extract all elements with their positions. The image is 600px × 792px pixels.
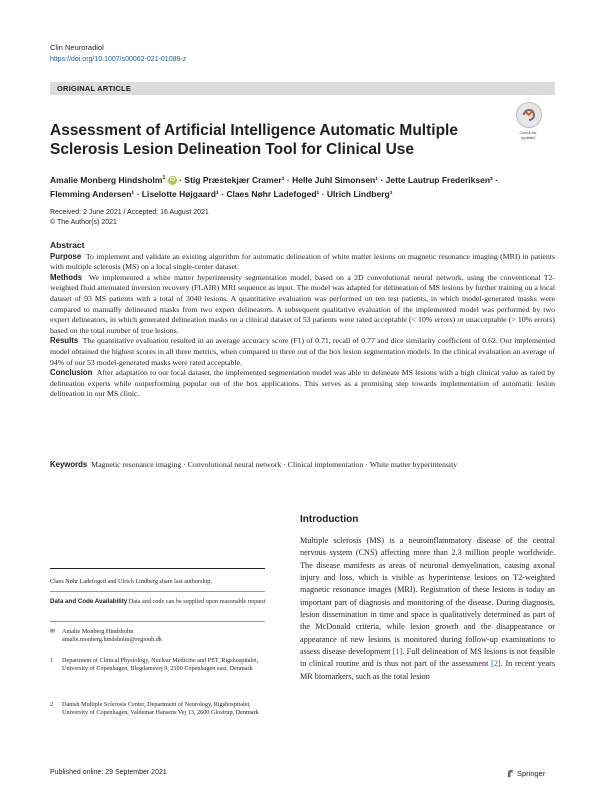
corresponding-email[interactable]: amalie.monberg.hindsholm@regionh.dk xyxy=(62,636,162,643)
article-title: Assessment of Artificial Intelligence Automatic Multiple Sclerosis Lesion Delineation Tool for Clinical Use xyxy=(50,122,458,158)
copyright: © The Author(s) 2021 xyxy=(50,218,117,226)
methods-text: We implemented a white matter hyperintensity segmentation model, based on a 2D convolutional neural network, using the conventional T2-weighted fluid attenuated inversion recovery (FLAIR) MRI sequence as input. The model was adapted for delineation of MS lesions by further training on a local dataset of 93 MS patients with a total of 3040 lesions. A quantitative evaluation was performed on ten test patients, in which model-generated masks were compared to manually delineated masks from two expert delineators. A subsequent qualitative evaluation of the implemented model was performed by two expert delineators, in which generated delineation masks on a clinical dataset of 53 patients were rated acceptable (< 10% errors) or unacceptable (> 10% errors) based on the total number of true lesions. xyxy=(50,272,555,335)
doi-link[interactable]: https://doi.org/10.1007/s00062-021-01089-z xyxy=(50,56,187,63)
purpose-label: Purpose xyxy=(50,251,82,261)
data-availability-label: Data and Code Availability xyxy=(50,598,128,605)
article-type-bar xyxy=(50,82,555,95)
author-first: Amalie Monberg Hindsholm xyxy=(50,174,163,185)
keywords xyxy=(50,460,555,471)
methods-label: Methods xyxy=(50,272,83,282)
author-list-line1: · Stig Præstekjær Cramer¹ · Helle Juhl Simonsen¹ · Jette Lautrup Frederiksen² · xyxy=(179,174,499,185)
springer-horse-icon xyxy=(506,769,515,778)
introduction-text xyxy=(300,535,555,683)
abstract xyxy=(50,240,555,400)
author-list-line2: Flemming Andersen¹ · Liselotte Højgaard¹ · Claes Nøhr Ladefoged¹ · Ulrich Lindberg¹ xyxy=(50,188,393,199)
check-updates-icon xyxy=(516,102,542,128)
published-online: Published online: 29 September 2021 xyxy=(50,769,167,776)
envelope-icon: ✉ xyxy=(50,628,56,635)
data-availability-text: Data and code can be supplied upon reasonable request xyxy=(128,598,266,605)
article-dates xyxy=(50,208,209,227)
introduction-heading: Introduction xyxy=(300,514,359,525)
affiliation-1-mark: 1 xyxy=(50,657,54,664)
affiliation-2-text: Danish Multiple Sclerosis Center, Department of Neurology, Rigshospitalet, University of Copenhagen, Valdemar Hansens Vej 13, 2600 Glostrup, Denmark xyxy=(62,701,259,716)
data-availability xyxy=(50,598,270,606)
springer-logo xyxy=(506,768,558,780)
affiliation-2-mark: 2 xyxy=(50,701,54,708)
footnote-divider xyxy=(50,621,265,622)
journal-name: Clin Neuroradiol xyxy=(50,43,104,52)
author-list: Amalie Monberg Hindsholm$^1$ iD · Stig Præstekjær Cramer¹ · Helle Juhl Simonsen¹ · Jette Lautrup Frederiksen² · Flemming Andersen¹ · Liselotte Højgaard¹ · Claes Nøhr Ladefoged¹ · Ulrich Lindberg¹ xyxy=(50,174,499,199)
received-accepted: Received: 2 June 2021 / Accepted: 16 August 2021 xyxy=(50,209,209,216)
corresponding-name: Amalie Monberg Hindsholm xyxy=(62,628,134,635)
abstract-heading: Abstract xyxy=(50,240,85,250)
citation-2[interactable]: [2] xyxy=(491,659,501,669)
abstract-purpose xyxy=(50,252,555,273)
springer-wordmark: Springer xyxy=(517,769,546,778)
intro-part-a: Multiple sclerosis (MS) is a neuroinflammatory disease of the central nervous system (CNS) affecting more than 2.3 million people worldwide. The disease manifests as areas of neuronal demyelination, causing axonal injury and loss, which is visible as hyperintense lesions on T2-weighted magnetic resonance images (MRI). Registration of these lesions is today an important part of diagnosis and monitoring of the disease. During diagnosis, lesion dissemination in time and space is qualitatively determined as part of the McDonald criteria, while lesion growth and the disappearance or appearance of new lesions is monitored during follow-up examinations to assess disease development xyxy=(300,536,555,657)
keywords-label: Keywords xyxy=(50,460,88,469)
abstract-results xyxy=(50,336,555,368)
keywords-text: Magnetic resonance imaging · Convolutional neural network · Clinical implementation · White matter hyperintensity xyxy=(91,460,458,469)
conclusion-label: Conclusion xyxy=(50,368,93,378)
purpose-text: To implement and validate an existing algorithm for automatic delineation of white matter lesions on magnetic resonance imaging (MRI) in patients with multiple sclerosis (MS) on a local single-center dataset. xyxy=(50,251,555,272)
article-type-label: ORIGINAL ARTICLE xyxy=(57,84,132,93)
affiliation-1-text: Department of Clinical Physiology, Nuclear Medicine and PET, Rigshospitalet, University of Copenhagen, Blegdamsvej 9, 2100 Copenhagen east, Denmark xyxy=(62,657,259,672)
orcid-icon[interactable]: iD xyxy=(169,177,176,184)
conclusion-text: After adaptation to our local dataset, the implemented segmentation model was able to delineate MS lesions with a high clinical value as rated by delineation experts while outperforming popular out of the box applications. This serves as a promising step towards implementation of automatic lesion delineation in our MS clinic. xyxy=(50,368,555,399)
check-for-updates-badge[interactable] xyxy=(513,102,543,146)
check-updates-label: Check for updates xyxy=(519,130,537,140)
footnote-divider xyxy=(50,568,265,569)
intro-part-c: . In recent years MR biomarkers, such as the total lesion xyxy=(300,659,556,681)
intro-part-b: . Full delineation of MS lesions is not feasible in clinical routine and is thus not part of the assessment xyxy=(300,647,555,669)
footnote-divider xyxy=(50,591,265,592)
results-text: The quantitative evaluation resulted in an average accuracy score (F1) of 0.71, recall of 0.77 and dice similarity coefficient of 0.62. Our implemented model obtained the highest scores in all three metrics, when compared to three out of the box lesion segmentation models. In the clinical evaluation an average of 94% of our 53 model-generated masks were rated acceptable. xyxy=(50,336,555,367)
shared-authorship-note: Claes Nøhr Ladefoged and Ulrich Lindberg share last authorship. xyxy=(50,578,212,585)
citation-1[interactable]: [1] xyxy=(392,647,403,657)
abstract-conclusion xyxy=(50,368,555,400)
abstract-methods xyxy=(50,273,555,337)
results-label: Results xyxy=(50,336,79,346)
